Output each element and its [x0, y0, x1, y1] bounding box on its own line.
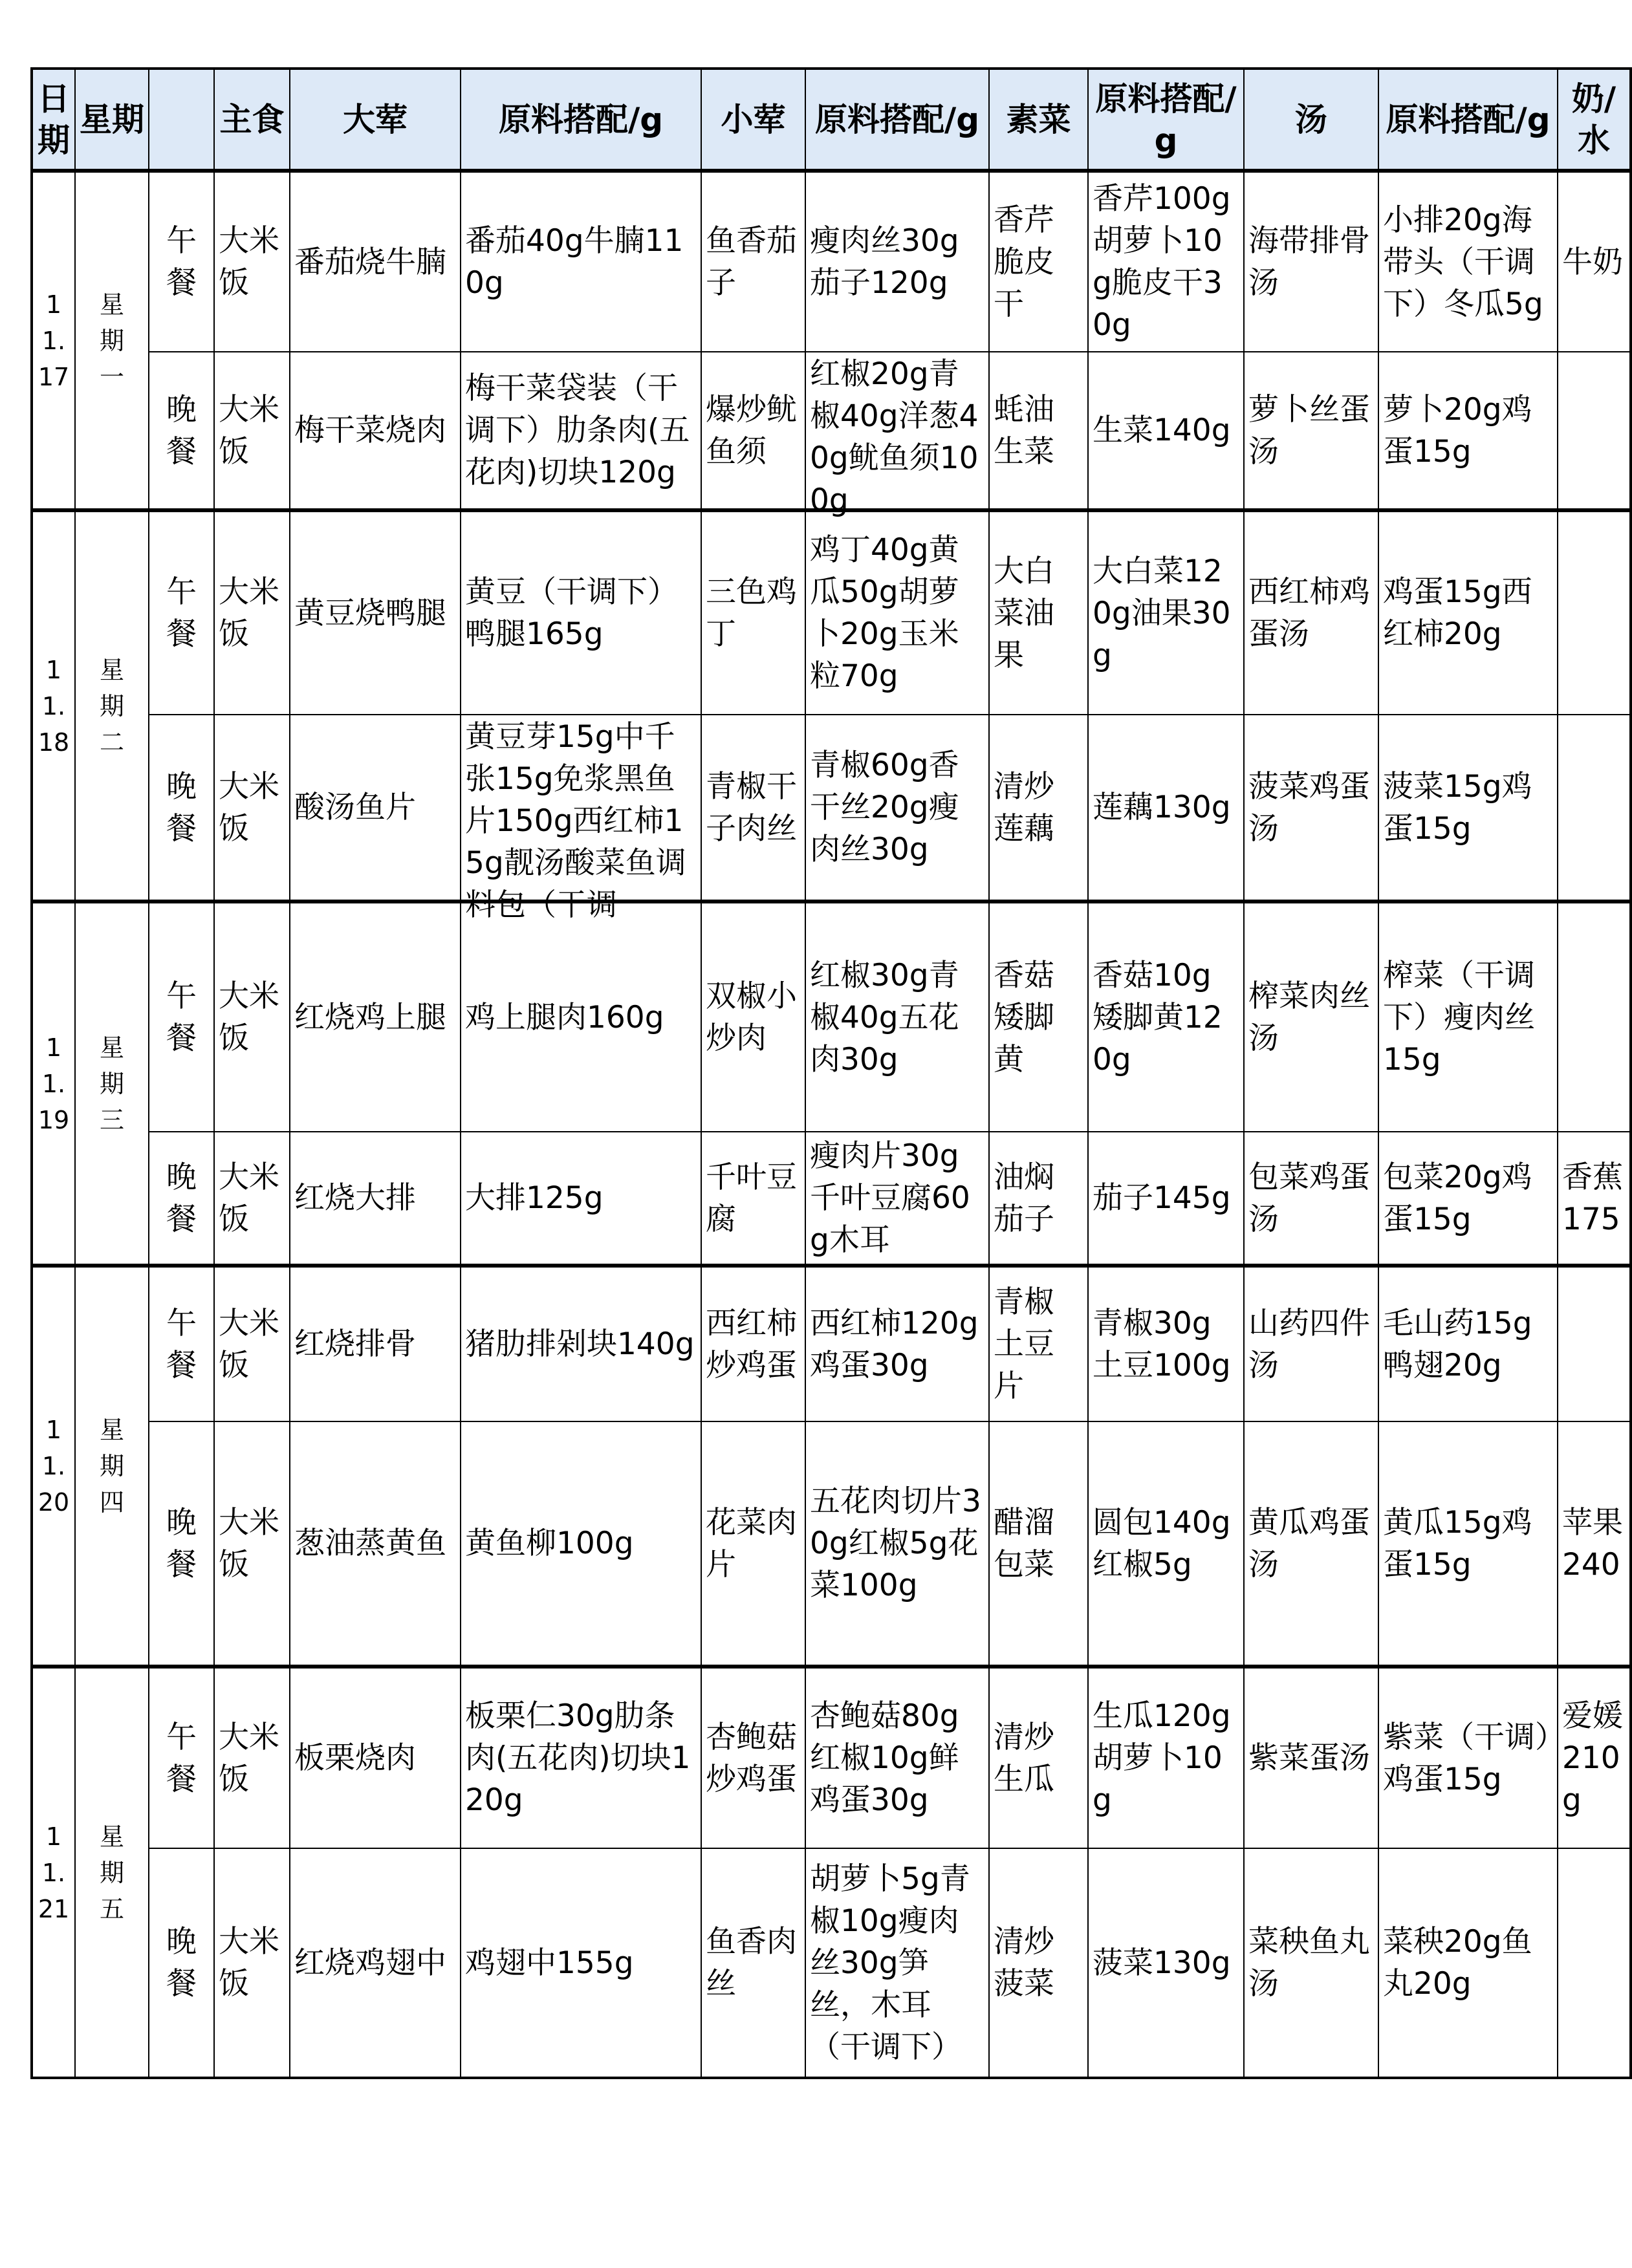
side-dish-text: 鱼香茄子 — [706, 223, 797, 301]
side-dish-cell — [701, 171, 805, 352]
soup-cell — [1244, 171, 1378, 352]
menu-table — [30, 67, 1632, 2079]
header-label: 原料搭配/g — [814, 100, 980, 138]
weekday-text: 星期四 — [99, 1416, 124, 1517]
soup-cell — [1244, 1667, 1378, 1848]
vegetable-ingredients-cell — [1088, 352, 1244, 510]
side-ingredients-cell — [805, 1667, 989, 1848]
side-ingredients-text: 西红柿120g鸡蛋30g — [810, 1305, 979, 1383]
main-ingredients-cell — [461, 171, 701, 352]
date-cell — [32, 510, 75, 902]
header-main-ingredients — [461, 69, 701, 171]
main-dish-text: 红烧排骨 — [294, 1326, 416, 1362]
drink-cell — [1558, 1421, 1631, 1667]
soup-cell — [1244, 715, 1378, 902]
table-row — [32, 902, 1631, 1132]
weekday-cell — [75, 902, 149, 1266]
meal-text: 午餐 — [166, 978, 197, 1056]
main-ingredients-cell — [461, 1667, 701, 1848]
staple-text: 大米饭 — [219, 391, 279, 470]
staple-cell — [214, 352, 290, 510]
side-ingredients-text: 青椒60g香干丝20g瘦肉丝30g — [810, 748, 959, 867]
staple-text: 大米饭 — [219, 978, 279, 1056]
soup-ingredients-cell — [1378, 902, 1558, 1132]
soup-cell — [1244, 510, 1378, 715]
soup-text: 紫菜蛋汤 — [1248, 1740, 1370, 1776]
vegetable-text: 香菇矮脚黄 — [994, 957, 1054, 1077]
side-dish-text: 西红柿炒鸡蛋 — [706, 1305, 797, 1383]
vegetable-ingredients-cell — [1088, 1848, 1244, 2078]
vegetable-cell — [989, 171, 1088, 352]
staple-cell — [214, 715, 290, 902]
vegetable-cell — [989, 352, 1088, 510]
staple-cell — [214, 1132, 290, 1266]
side-ingredients-cell — [805, 510, 989, 715]
side-dish-text: 双椒小炒肉 — [706, 978, 797, 1056]
main-dish-text: 梅干菜烧肉 — [294, 413, 446, 448]
vegetable-ingredients-text: 茄子145g — [1093, 1180, 1231, 1216]
staple-cell — [214, 1848, 290, 2078]
main-ingredients-text: 大排125g — [465, 1180, 604, 1216]
meal-text: 午餐 — [166, 574, 197, 652]
side-ingredients-text: 五花肉切片30g红椒5g花菜100g — [810, 1484, 981, 1603]
main-ingredients-cell — [461, 1421, 701, 1667]
side-dish-text: 千叶豆腐 — [706, 1159, 797, 1237]
date-cell — [32, 1266, 75, 1667]
date-cell — [32, 902, 75, 1266]
meal-text: 晚餐 — [166, 1504, 197, 1582]
header-weekday — [75, 69, 149, 171]
table-row — [32, 510, 1631, 715]
side-ingredients-cell — [805, 1132, 989, 1266]
main-dish-text: 葱油蒸黄鱼 — [294, 1526, 446, 1561]
vegetable-text: 大白菜油果 — [994, 553, 1054, 673]
main-dish-cell — [290, 1266, 461, 1421]
drink-cell — [1558, 1848, 1631, 2078]
staple-text: 大米饭 — [219, 768, 279, 847]
main-dish-cell — [290, 510, 461, 715]
header-side-dish — [701, 69, 805, 171]
main-ingredients-text: 梅干菜袋装（干调下）肋条肉(五花肉)切块120g — [465, 371, 690, 490]
soup-ingredients-text: 鸡蛋15g西红柿20g — [1383, 574, 1532, 652]
main-ingredients-cell — [461, 715, 701, 923]
vegetable-cell — [989, 902, 1088, 1132]
drink-cell — [1558, 1667, 1631, 1848]
side-dish-cell — [701, 1421, 805, 1667]
vegetable-ingredients-text: 香芹100g胡萝卜10g脆皮干30g — [1093, 181, 1231, 343]
meal-cell — [149, 902, 214, 1132]
date-text: 11.18 — [38, 655, 70, 757]
table-row — [32, 352, 1631, 510]
vegetable-ingredients-text: 生瓜120g胡萝卜10g — [1093, 1698, 1231, 1818]
vegetable-text: 醋溜包菜 — [994, 1504, 1054, 1582]
drink-cell — [1558, 171, 1631, 352]
weekday-text: 星期二 — [99, 655, 124, 757]
drink-cell — [1558, 352, 1631, 510]
staple-text: 大米饭 — [219, 1504, 279, 1582]
side-ingredients-cell — [805, 715, 989, 902]
soup-ingredients-cell — [1378, 510, 1558, 715]
soup-ingredients-cell — [1378, 171, 1558, 352]
staple-text: 大米饭 — [219, 1924, 279, 2002]
main-dish-cell — [290, 352, 461, 510]
side-dish-cell — [701, 352, 805, 510]
soup-ingredients-cell — [1378, 1421, 1558, 1667]
meal-text: 晚餐 — [166, 391, 197, 470]
staple-cell — [214, 171, 290, 352]
main-dish-cell — [290, 1132, 461, 1266]
drink-text: 牛奶 — [1562, 244, 1623, 280]
drink-cell — [1558, 715, 1631, 902]
vegetable-ingredients-text: 生菜140g — [1093, 413, 1231, 448]
meal-text: 晚餐 — [166, 1924, 197, 2002]
header-label: 汤 — [1295, 100, 1327, 138]
vegetable-ingredients-cell — [1088, 715, 1244, 902]
soup-text: 榨菜肉丝汤 — [1248, 978, 1370, 1056]
staple-cell — [214, 1667, 290, 1848]
side-dish-text: 杏鲍菇炒鸡蛋 — [706, 1719, 797, 1797]
side-ingredients-cell — [805, 352, 989, 518]
header-staple — [214, 69, 290, 171]
main-ingredients-cell — [461, 902, 701, 1132]
staple-text: 大米饭 — [219, 1719, 279, 1797]
vegetable-ingredients-cell — [1088, 1266, 1244, 1421]
main-ingredients-text: 板栗仁30g肋条肉(五花肉)切块120g — [465, 1698, 691, 1818]
header-main-dish — [290, 69, 461, 171]
soup-cell — [1244, 1848, 1378, 2078]
header-label: 大荤 — [343, 100, 408, 138]
vegetable-cell — [989, 1421, 1088, 1667]
drink-cell — [1558, 510, 1631, 715]
soup-ingredients-text: 榨菜（干调下）瘦肉丝15g — [1383, 957, 1535, 1077]
soup-cell — [1244, 1266, 1378, 1421]
soup-text: 海带排骨汤 — [1248, 223, 1370, 301]
vegetable-text: 青椒土豆片 — [994, 1284, 1054, 1404]
header-label: 奶/水 — [1571, 80, 1616, 159]
side-ingredients-text: 红椒30g青椒40g五花肉30g — [810, 957, 959, 1077]
drink-text: 苹果240 — [1562, 1504, 1623, 1582]
side-dish-cell — [701, 1848, 805, 2078]
header-side-ingredients — [805, 69, 989, 171]
soup-cell — [1244, 352, 1378, 510]
vegetable-cell — [989, 510, 1088, 715]
side-dish-cell — [701, 510, 805, 715]
date-text: 11.21 — [38, 1822, 70, 1923]
main-ingredients-cell — [461, 510, 701, 715]
soup-ingredients-cell — [1378, 1667, 1558, 1848]
side-ingredients-cell — [805, 1421, 989, 1667]
table-row — [32, 715, 1631, 902]
main-dish-text: 红烧鸡上腿 — [294, 999, 446, 1035]
date-cell — [32, 1667, 75, 2078]
side-dish-text: 青椒干子肉丝 — [706, 768, 797, 847]
table-row — [32, 1421, 1631, 1667]
header-meal — [149, 69, 214, 171]
side-dish-text: 花菜肉片 — [706, 1504, 797, 1582]
vegetable-ingredients-cell — [1088, 1421, 1244, 1667]
soup-ingredients-text: 黄瓜15g鸡蛋15g — [1383, 1504, 1532, 1582]
soup-text: 山药四件汤 — [1248, 1305, 1370, 1383]
vegetable-text: 清炒莲藕 — [994, 768, 1054, 847]
table-row — [32, 1132, 1631, 1266]
side-ingredients-cell — [805, 1266, 989, 1421]
soup-ingredients-text: 小排20g海带头（干调下）冬瓜5g — [1383, 202, 1543, 322]
weekday-cell — [75, 1266, 149, 1667]
header-soup-ingredients — [1378, 69, 1558, 171]
soup-ingredients-text: 菜秧20g鱼丸20g — [1383, 1924, 1532, 2002]
main-ingredients-text: 鸡上腿肉160g — [465, 999, 664, 1035]
weekday-cell — [75, 1667, 149, 2078]
vegetable-ingredients-text: 青椒30g土豆100g — [1093, 1305, 1231, 1383]
soup-ingredients-cell — [1378, 352, 1558, 510]
header-row — [32, 69, 1631, 171]
soup-ingredients-text: 紫菜（干调）鸡蛋15g — [1383, 1719, 1550, 1797]
vegetable-text: 油焖茄子 — [994, 1159, 1054, 1237]
meal-cell — [149, 1421, 214, 1667]
soup-cell — [1244, 902, 1378, 1132]
side-dish-cell — [701, 1667, 805, 1848]
main-dish-cell — [290, 1667, 461, 1848]
main-dish-text: 红烧鸡翅中 — [294, 1945, 446, 1981]
meal-cell — [149, 1667, 214, 1848]
drink-text: 爱媛210g — [1562, 1698, 1623, 1818]
soup-text: 包菜鸡蛋汤 — [1248, 1159, 1370, 1237]
side-dish-text: 鱼香肉丝 — [706, 1924, 797, 2002]
soup-text: 菠菜鸡蛋汤 — [1248, 768, 1370, 847]
soup-ingredients-cell — [1378, 715, 1558, 902]
vegetable-ingredients-cell — [1088, 510, 1244, 715]
side-ingredients-text: 瘦肉丝30g茄子120g — [810, 223, 959, 301]
table-row — [32, 1266, 1631, 1421]
main-ingredients-cell — [461, 352, 701, 510]
main-dish-text: 番茄烧牛腩 — [294, 244, 446, 280]
date-text: 11.17 — [38, 290, 70, 391]
soup-cell — [1244, 1132, 1378, 1266]
meal-text: 晚餐 — [166, 768, 197, 847]
main-ingredients-text: 鸡翅中155g — [465, 1945, 634, 1981]
main-ingredients-cell — [461, 1848, 701, 2078]
vegetable-ingredients-cell — [1088, 1667, 1244, 1848]
meal-cell — [149, 1132, 214, 1266]
vegetable-text: 蚝油生菜 — [994, 391, 1054, 470]
main-dish-text: 红烧大排 — [294, 1180, 416, 1216]
header-vegetable-ingredients — [1088, 69, 1244, 171]
main-dish-text: 黄豆烧鸭腿 — [294, 595, 446, 631]
soup-text: 西红柿鸡蛋汤 — [1248, 574, 1370, 652]
weekday-cell — [75, 510, 149, 902]
side-dish-text: 爆炒鱿鱼须 — [706, 391, 797, 470]
staple-cell — [214, 1421, 290, 1667]
main-ingredients-cell — [461, 1132, 701, 1266]
meal-text: 晚餐 — [166, 1159, 197, 1237]
side-dish-cell — [701, 1266, 805, 1421]
side-dish-cell — [701, 715, 805, 902]
main-dish-cell — [290, 1848, 461, 2078]
main-ingredients-text: 猪肋排剁块140g — [465, 1326, 695, 1362]
meal-cell — [149, 510, 214, 715]
meal-cell — [149, 715, 214, 902]
table-row — [32, 171, 1631, 352]
vegetable-cell — [989, 715, 1088, 902]
staple-text: 大米饭 — [219, 1305, 279, 1383]
soup-ingredients-text: 萝卜20g鸡蛋15g — [1383, 391, 1532, 470]
soup-ingredients-text: 毛山药15g鸭翅20g — [1383, 1305, 1532, 1383]
vegetable-text: 清炒生瓜 — [994, 1719, 1054, 1797]
main-ingredients-text: 黄豆芽15g中千张15g免浆黑鱼片150g西红柿15g靓汤酸菜鱼调料包（干调 — [465, 719, 686, 923]
side-ingredients-text: 胡萝卜5g青椒10g瘦肉丝30g笋丝，木耳（干调下） — [810, 1861, 970, 2065]
soup-text: 黄瓜鸡蛋汤 — [1248, 1504, 1370, 1582]
soup-ingredients-cell — [1378, 1132, 1558, 1266]
meal-cell — [149, 1848, 214, 2078]
soup-ingredients-text: 包菜20g鸡蛋15g — [1383, 1159, 1532, 1237]
weekday-text: 星期五 — [99, 1822, 124, 1923]
date-cell — [32, 171, 75, 510]
header-label: 主食 — [219, 100, 285, 138]
side-ingredients-text: 红椒20g青椒40g洋葱40g鱿鱼须100g — [810, 356, 979, 518]
header-label: 素菜 — [1006, 100, 1071, 138]
drink-cell — [1558, 902, 1631, 1132]
vegetable-text: 香芹脆皮干 — [994, 202, 1054, 322]
weekday-cell — [75, 171, 149, 510]
vegetable-ingredients-text: 香菇10g矮脚黄120g — [1093, 957, 1223, 1077]
header-label: 日期 — [38, 80, 70, 159]
staple-text: 大米饭 — [219, 574, 279, 652]
main-dish-cell — [290, 1421, 461, 1667]
header-date — [32, 69, 75, 171]
header-label: 原料搭配/g — [498, 100, 664, 138]
vegetable-ingredients-text: 莲藕130g — [1093, 790, 1231, 825]
header-milk-water — [1558, 69, 1631, 171]
vegetable-cell — [989, 1132, 1088, 1266]
vegetable-ingredients-cell — [1088, 1132, 1244, 1266]
header-label: 星期 — [80, 100, 144, 138]
meal-text: 午餐 — [166, 1719, 197, 1797]
table-row — [32, 1667, 1631, 1848]
header-vegetable — [989, 69, 1088, 171]
vegetable-ingredients-text: 圆包140g红椒5g — [1093, 1504, 1231, 1582]
main-ingredients-cell — [461, 1266, 701, 1421]
vegetable-text: 清炒菠菜 — [994, 1924, 1054, 2002]
header-label: 原料搭配/g — [1386, 100, 1550, 138]
side-ingredients-text: 瘦肉片30g千叶豆腐60g木耳 — [810, 1138, 970, 1258]
drink-cell — [1558, 1132, 1631, 1266]
side-ingredients-cell — [805, 902, 989, 1132]
main-dish-cell — [290, 171, 461, 352]
vegetable-ingredients-cell — [1088, 902, 1244, 1132]
staple-cell — [214, 1266, 290, 1421]
vegetable-ingredients-cell — [1088, 171, 1244, 352]
vegetable-ingredients-text: 大白菜120g油果30g — [1093, 553, 1231, 673]
main-ingredients-text: 黄鱼柳100g — [465, 1526, 634, 1561]
main-dish-text: 板栗烧肉 — [294, 1740, 416, 1776]
soup-ingredients-cell — [1378, 1266, 1558, 1421]
side-dish-cell — [701, 1132, 805, 1266]
staple-cell — [214, 902, 290, 1132]
vegetable-cell — [989, 1667, 1088, 1848]
meal-text: 午餐 — [166, 1305, 197, 1383]
side-ingredients-cell — [805, 171, 989, 352]
side-ingredients-text: 鸡丁40g黄瓜50g胡萝卜20g玉米粒70g — [810, 532, 959, 694]
vegetable-ingredients-text: 菠菜130g — [1093, 1945, 1231, 1981]
side-dish-text: 三色鸡丁 — [706, 574, 797, 652]
soup-ingredients-cell — [1378, 1848, 1558, 2078]
header-soup — [1244, 69, 1378, 171]
staple-text: 大米饭 — [219, 223, 279, 301]
weekday-text: 星期三 — [99, 1033, 124, 1134]
soup-ingredients-text: 菠菜15g鸡蛋15g — [1383, 768, 1532, 847]
side-ingredients-cell — [805, 1848, 989, 2078]
table-row — [32, 1848, 1631, 2078]
drink-cell — [1558, 1266, 1631, 1421]
meal-cell — [149, 1266, 214, 1421]
soup-cell — [1244, 1421, 1378, 1667]
drink-text: 香蕉175 — [1562, 1159, 1623, 1237]
meal-cell — [149, 171, 214, 352]
main-dish-text: 酸汤鱼片 — [294, 790, 416, 825]
main-dish-cell — [290, 715, 461, 902]
header-label: 原料搭配/g — [1095, 80, 1237, 159]
date-text: 11.20 — [38, 1416, 70, 1517]
meal-cell — [149, 352, 214, 510]
main-ingredients-text: 黄豆（干调下）鸭腿165g — [465, 574, 678, 652]
header-label: 小荤 — [721, 100, 786, 138]
staple-text: 大米饭 — [219, 1159, 279, 1237]
meal-text: 午餐 — [166, 223, 197, 301]
main-dish-cell — [290, 902, 461, 1132]
date-text: 11.19 — [38, 1033, 70, 1134]
side-ingredients-text: 杏鲍菇80g红椒10g鲜鸡蛋30g — [810, 1698, 959, 1818]
soup-text: 萝卜丝蛋汤 — [1248, 391, 1370, 470]
main-ingredients-text: 番茄40g牛腩110g — [465, 223, 684, 301]
side-dish-cell — [701, 902, 805, 1132]
weekday-text: 星期一 — [99, 290, 124, 391]
soup-text: 菜秧鱼丸汤 — [1248, 1924, 1370, 2002]
vegetable-cell — [989, 1266, 1088, 1421]
vegetable-cell — [989, 1848, 1088, 2078]
staple-cell — [214, 510, 290, 715]
